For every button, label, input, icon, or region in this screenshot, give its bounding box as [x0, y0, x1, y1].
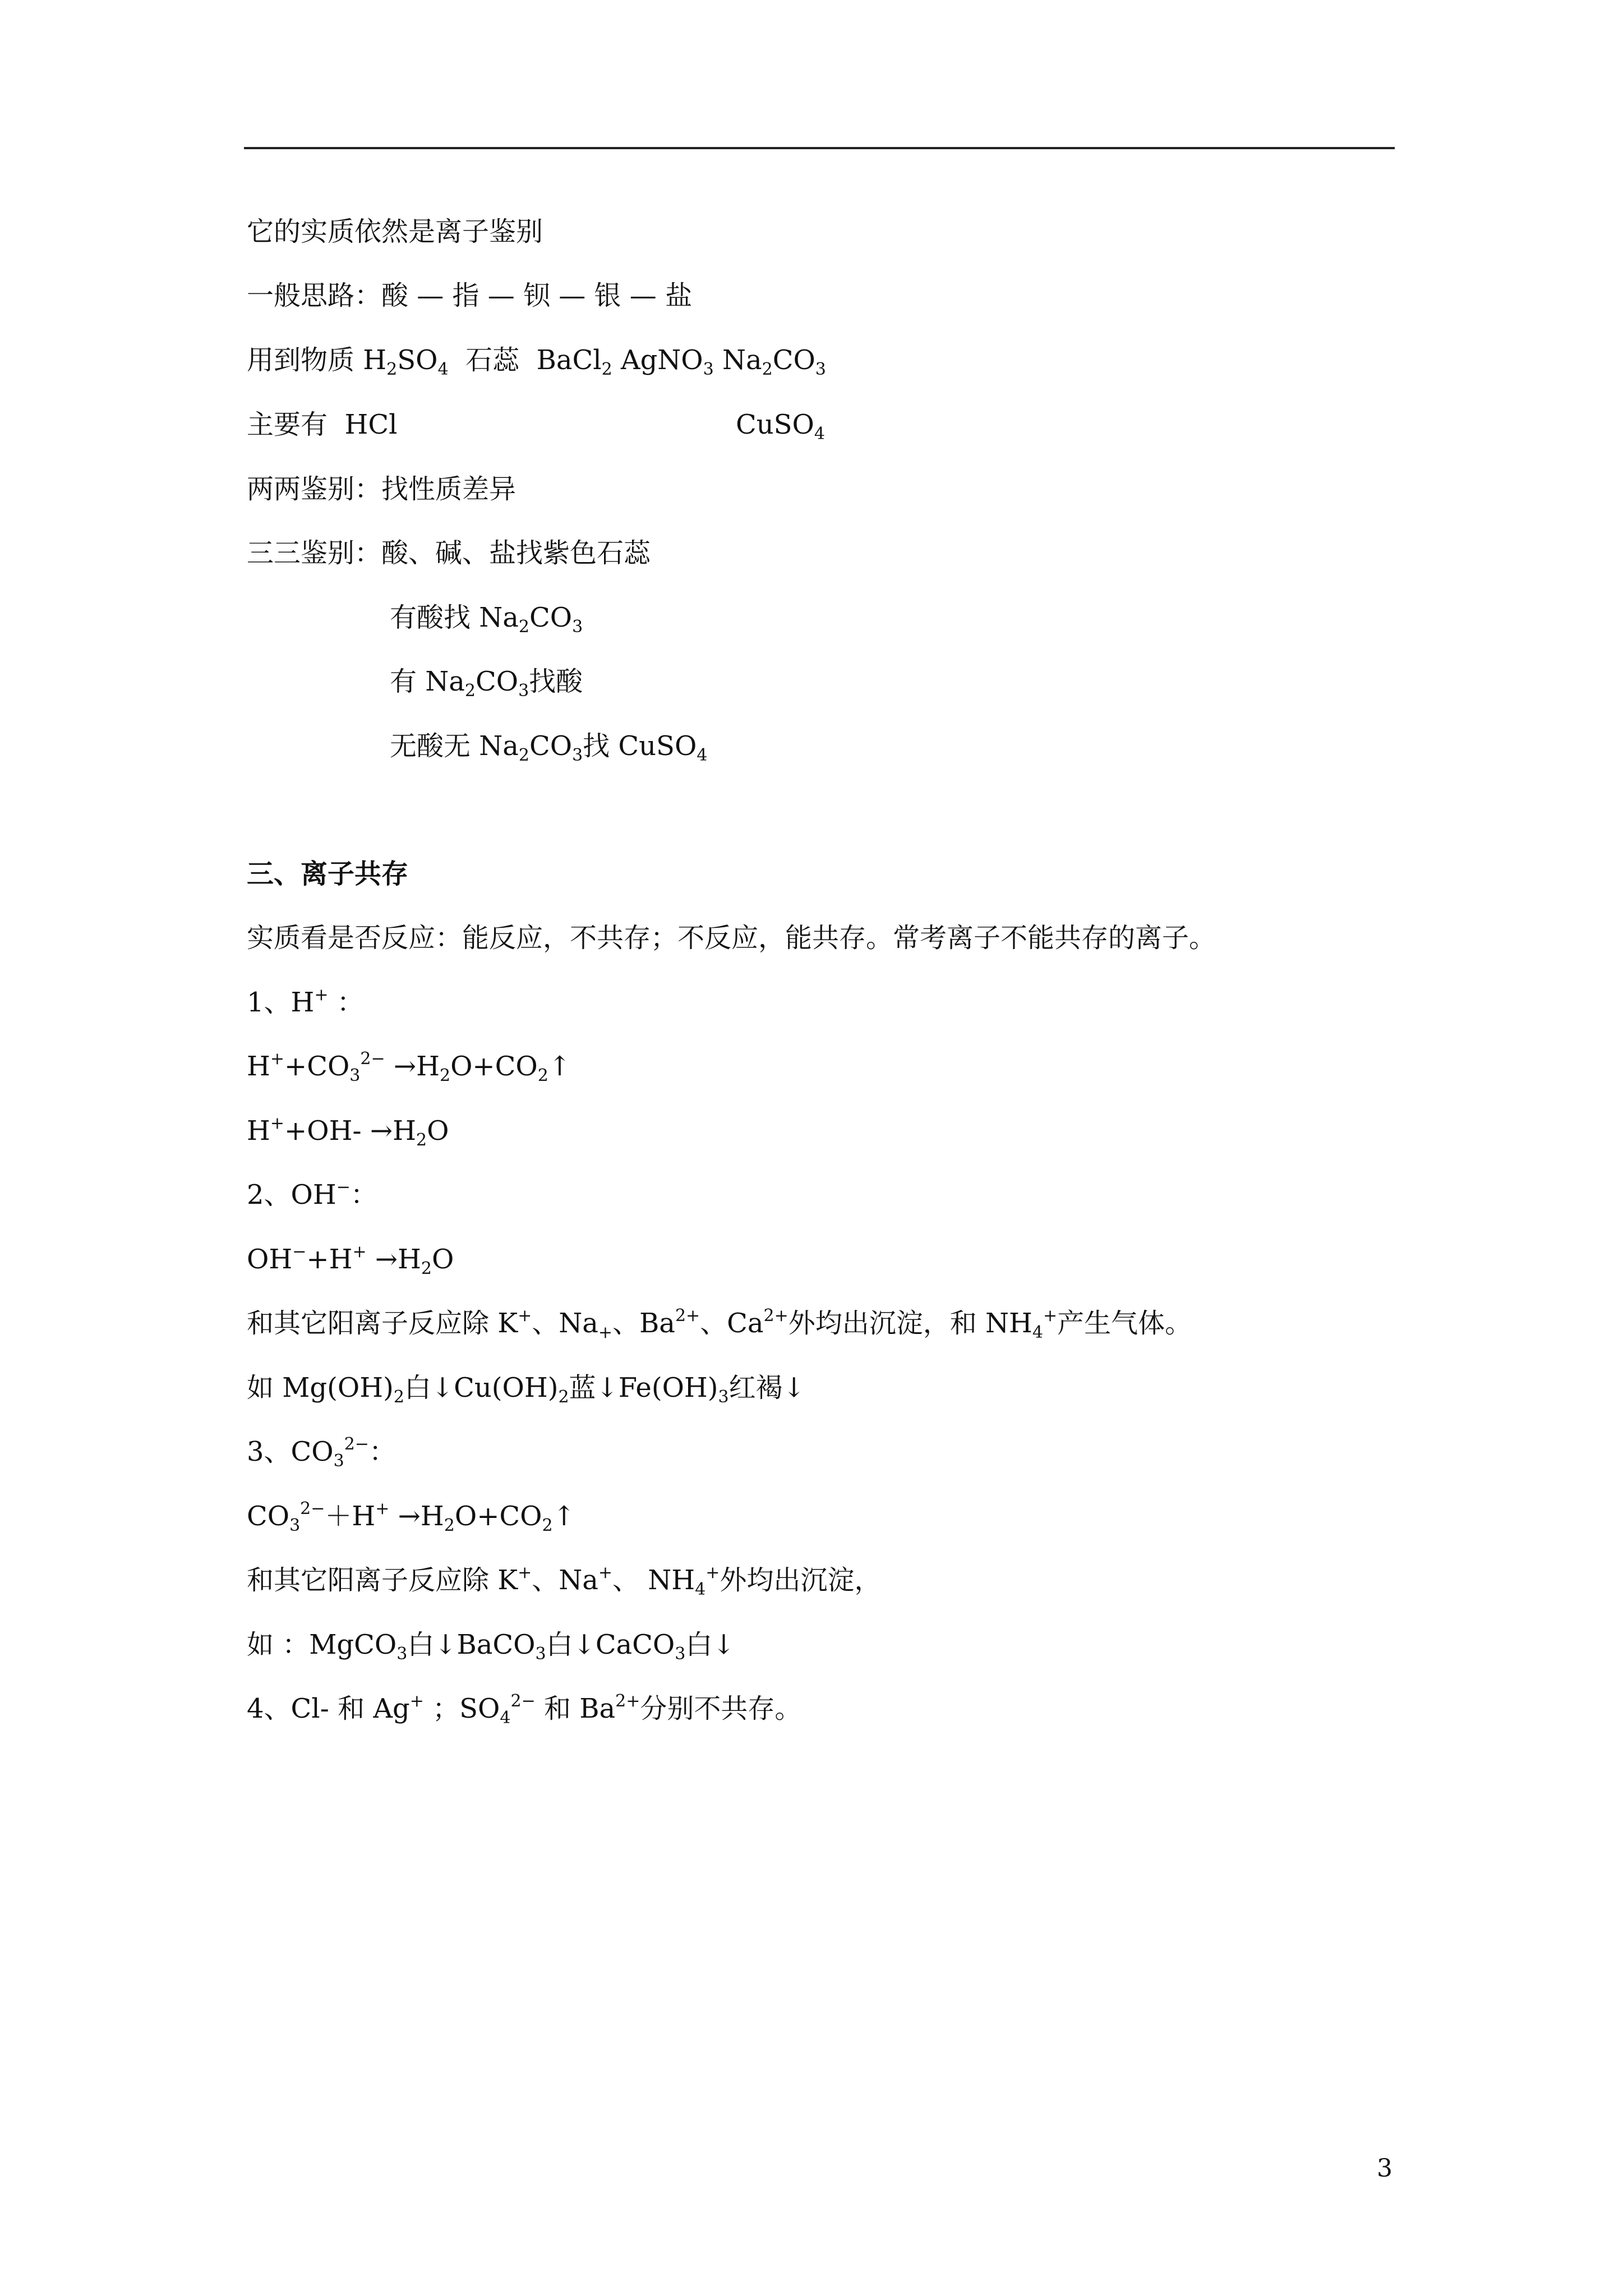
text-line: 和其它阳离子反应除 K+、Na+、 $NH_4^+$外均出沉淀， — [247, 1563, 882, 1599]
text-line: 用到物质 $H_2SO_4$ 石蕊 BaCl$_2$ AgNO$_3$ $Na_2CO_3$ — [247, 344, 826, 379]
text-line: 如 $Mg(OH)_2$白$↓Cu(OH)_2$蓝$↓Fe(OH)_3$红褐↓ — [247, 1372, 805, 1407]
equation: $OH^-+H^+ \to H_2O$ — [247, 1242, 454, 1278]
text-line: 4、Cl- 和 Ag+ ；$SO_4^{2-}$ 和 $Ba^{2+}$分别不共存。 — [247, 1691, 802, 1728]
text-line: 有 $Na_2CO_3$找酸 — [390, 666, 583, 701]
text-line: 如 ：MgCO$_3$白↓BaCO$_3$白↓CaCO$_3$白↓ — [247, 1629, 735, 1664]
section-heading: 三、离子共存 — [247, 858, 409, 890]
text-line: 1、H+ ： — [247, 985, 364, 1018]
equation: $CO_3^{2-}+H^+$ $\to H_2O+CO_2↑$ — [247, 1499, 575, 1535]
text-line: 3、$CO_3^{2-}$： — [247, 1434, 396, 1471]
equation: $H^++OH- \to H_2O$ — [247, 1114, 449, 1150]
page-number: 3 — [1377, 2154, 1393, 2183]
text-line: 一般思路：酸 — 指 — 钡 — 银 — 盐 — [247, 280, 693, 311]
text-line: 2、OH−： — [247, 1177, 377, 1211]
equation: $H^++CO_3^{2-}$ $\to H_2O+CO_2↑$ — [247, 1049, 571, 1085]
text-line: 主要有 HCl CuSO$_4$ — [247, 409, 825, 444]
text-line: 无酸无 $Na_2CO_3$找 CuSO$_4$ — [390, 730, 708, 765]
text-line: 两两鉴别：找性质差异 — [247, 473, 517, 505]
text-line: 实质看是否反应：能反应，不共存；不反应，能共存。常考离子不能共存的离子。 — [247, 922, 1216, 954]
text-line: 它的实质依然是离子鉴别 — [247, 216, 543, 247]
text-line: 有酸找 $Na_2CO_3$ — [390, 602, 583, 637]
text-line: 和其它阳离子反应除 K+、$Na_+$、$Ba^{2+}$、$Ca^{2+}$外均出沉淀，和 $NH_4^+$产生气体。 — [247, 1306, 1192, 1342]
header-rule — [244, 147, 1395, 149]
text-line: 三三鉴别：酸、碱、盐找紫色石蕊 — [247, 537, 651, 569]
